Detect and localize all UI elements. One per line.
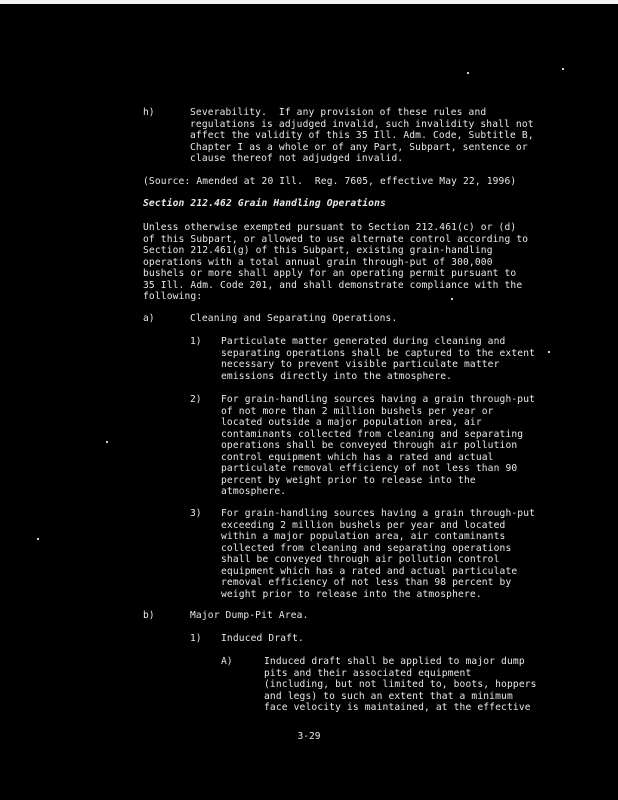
paragraph-b1-A bbox=[264, 656, 537, 714]
text-line: and legs) to such an extent that a minimum bbox=[264, 690, 513, 702]
item-marker-a3: 3) bbox=[190, 508, 202, 519]
item-marker-b: b) bbox=[143, 610, 155, 621]
scan-speck bbox=[548, 351, 550, 353]
text-line: regulations is adjudged invalid, such invalidity shall not bbox=[190, 118, 534, 130]
text-line: (including, but not limited to, boots, hoppers bbox=[264, 679, 537, 690]
text-line: contaminants collected from cleaning and separating bbox=[221, 428, 524, 440]
text-line: collected from cleaning and separating operations bbox=[221, 542, 512, 554]
item-marker-a: a) bbox=[143, 313, 155, 324]
text-line: bushels or more shall apply for an operating permit pursuant to bbox=[143, 268, 517, 279]
scan-speck bbox=[562, 68, 564, 70]
text-line: pits and their associated equipment bbox=[264, 667, 472, 679]
text-line: particulate removal efficiency of not less than 90 bbox=[221, 463, 518, 474]
text-line: Severability. If any provision of these rules and bbox=[190, 107, 487, 118]
text-line: Particulate matter generated during cleaning and bbox=[221, 336, 506, 347]
text-line: 35 Ill. Adm. Code 201, and shall demonstrate compliance with the bbox=[143, 279, 523, 291]
text-line: separating operations shall be captured to the extent bbox=[221, 347, 536, 359]
text-line: For grain-handling sources having a grain through-put bbox=[221, 508, 536, 519]
scan-speck bbox=[451, 298, 453, 300]
text-line: equipment which has a rated and actual particulate bbox=[221, 565, 518, 577]
text-line: Section 212.461(g) of this Subpart, existing grain-handling bbox=[143, 245, 493, 256]
scan-speck bbox=[37, 538, 39, 540]
text-line: following: bbox=[143, 291, 203, 302]
text-line: control equipment which has a rated and actual bbox=[221, 451, 494, 463]
scan-edge bbox=[0, 0, 618, 4]
scan-speck bbox=[106, 441, 108, 443]
text-line: necessary to prevent visible particulate matter bbox=[221, 359, 500, 370]
text-line: emissions directly into the atmosphere. bbox=[221, 370, 453, 382]
subsection-a-title: Cleaning and Separating Operations. bbox=[190, 313, 398, 324]
text-line: affect the validity of this 35 Ill. Adm. Code, Subtitle B, bbox=[190, 130, 534, 141]
paragraph-a2 bbox=[221, 394, 535, 498]
text-line: exceeding 2 million bushels per year and located bbox=[221, 519, 506, 531]
paragraph-b1-title: Induced Draft. bbox=[221, 633, 304, 644]
text-line: of not more than 2 million bushels per year or bbox=[221, 405, 494, 417]
text-line: atmosphere. bbox=[221, 486, 287, 497]
item-marker-a1: 1) bbox=[190, 336, 202, 347]
text-line: within a major population area, air contaminants bbox=[221, 531, 506, 542]
item-marker-h: h) bbox=[143, 107, 155, 118]
subsection-b-title: Major Dump-Pit Area. bbox=[190, 610, 309, 621]
paragraph-a1 bbox=[221, 336, 535, 382]
severability-paragraph bbox=[190, 107, 534, 165]
text-line: face velocity is maintained, at the effective bbox=[264, 702, 531, 713]
text-line: Induced draft shall be applied to major dump bbox=[264, 656, 525, 667]
text-line: clause thereof not adjudged invalid. bbox=[190, 153, 404, 164]
text-line: of this Subpart, or allowed to use alternate control according to bbox=[143, 233, 529, 245]
item-marker-b1: 1) bbox=[190, 633, 202, 644]
text-line: percent by weight prior to release into the bbox=[221, 474, 476, 486]
source-note: (Source: Amended at 20 Ill. Reg. 7605, effective May 22, 1996) bbox=[143, 176, 517, 187]
text-line: operations with a total annual grain through-put of 300,000 bbox=[143, 256, 493, 268]
text-line: removal efficiency of not less than 98 percent by bbox=[221, 577, 512, 588]
text-line: Chapter I as a whole or of any Part, Subpart, sentence or bbox=[190, 141, 528, 153]
page-number: 3-29 bbox=[297, 731, 321, 742]
text-line: shall be conveyed through air pollution control bbox=[221, 554, 500, 565]
intro-paragraph bbox=[143, 222, 528, 303]
text-line: weight prior to release into the atmosphere. bbox=[221, 588, 482, 600]
item-marker-a2: 2) bbox=[190, 394, 202, 405]
scan-speck bbox=[467, 72, 469, 74]
text-line: Unless otherwise exempted pursuant to Section 212.461(c) or (d) bbox=[143, 222, 517, 233]
item-marker-bA: A) bbox=[221, 656, 233, 667]
text-line: located outside a major population area, air bbox=[221, 417, 482, 428]
text-line: For grain-handling sources having a grain through-put bbox=[221, 394, 536, 405]
paragraph-a3 bbox=[221, 508, 535, 600]
text-line: operations shall be conveyed through air pollution bbox=[221, 440, 518, 451]
section-heading: Section 212.462 Grain Handling Operations bbox=[143, 198, 386, 209]
